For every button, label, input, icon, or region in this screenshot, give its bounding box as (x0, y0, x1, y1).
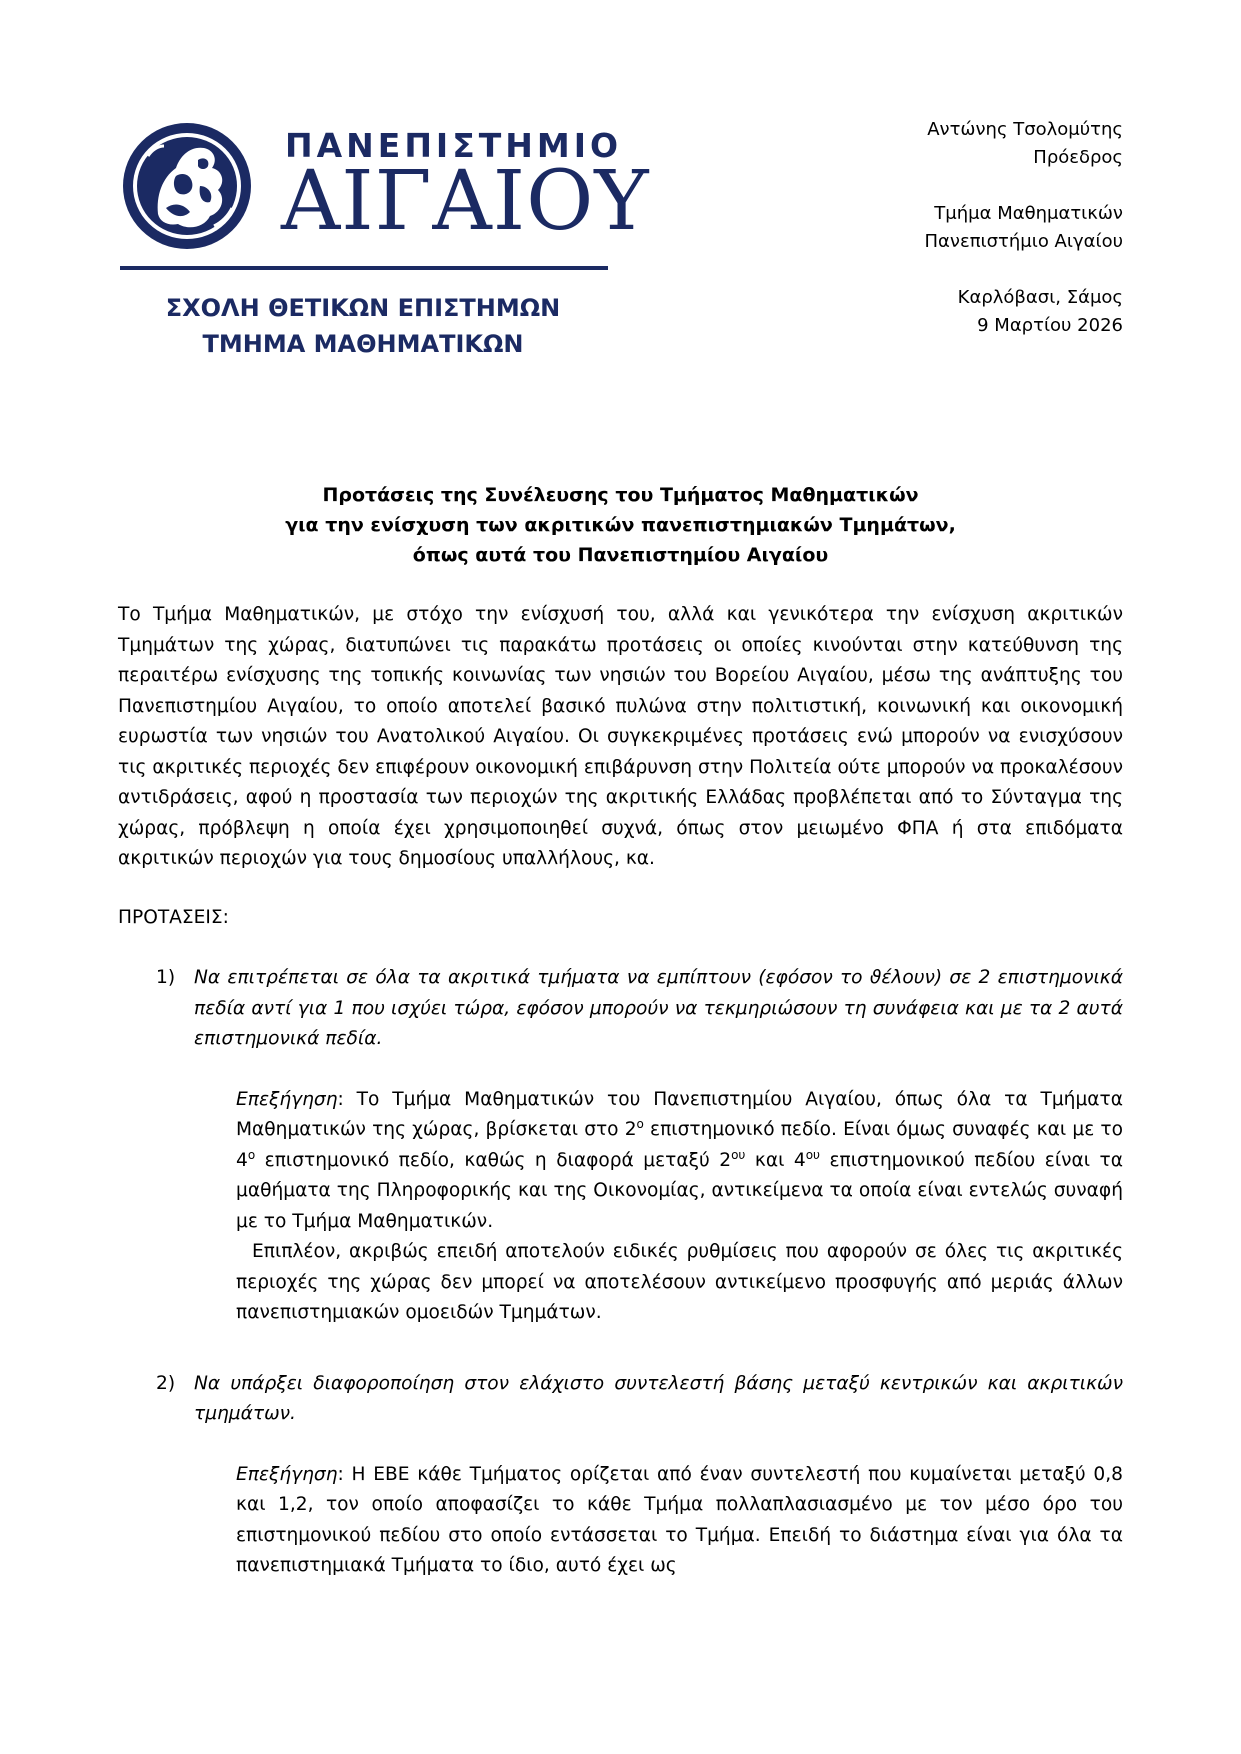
university-logo (118, 112, 650, 358)
sender-department: Τμήμα Μαθηματικών (934, 203, 1123, 224)
sender-location: Καρλόβασι, Σάμος (957, 287, 1123, 308)
proposal-1 (118, 963, 1123, 1055)
sender-role: Πρόεδρος (1033, 147, 1123, 168)
explanation-label: Επεξήγηση (236, 1463, 338, 1485)
title-line1: Προτάσεις της Συνέλευσης του Τμήματος Μαθηματικών (322, 484, 919, 506)
university-name-line1: ΠΑΝΕΠΙΣΤΗΜΙΟ (285, 126, 623, 165)
sender-university: Πανεπιστήμιο Αιγαίου (924, 231, 1123, 252)
department-name: ΤΜΗΜΑ ΜΑΘΗΜΑΤΙΚΩΝ (202, 330, 524, 358)
proposal-number: 2) (156, 1372, 176, 1394)
explanation-label: Επεξήγηση (236, 1088, 338, 1110)
proposal-text: Να υπάρξει διαφοροποίηση στον ελάχιστο συντελεστή βάσης μεταξύ κεντρικών και ακριτικών τμημάτων. (194, 1372, 1123, 1424)
document-title (118, 480, 1123, 570)
proposal-2-explanation: Επεξήγηση: Η ΕΒΕ κάθε Τμήματος ορίζεται από έναν συντελεστή που κυμαίνεται μεταξύ 0,8 και 1,2, τον οποίο αποφασίζει το κάθε Τμήμα πολλαπλασιασμένο με τον μέσο όρο του επιστημονικού πεδίου στο οποίο εντάσσεται το Τμήμα. Επειδή το διάστημα είναι για όλα τα πανεπιστημιακά Τμήματα το ίδιο, αυτό έχει ως (236, 1463, 1123, 1576)
proposals-heading: ΠΡΟΤΑΣΕΙΣ: (118, 906, 229, 928)
proposal-number: 1) (156, 967, 176, 988)
university-name-line2: ΑΙΓΑΙΟΥ (281, 154, 650, 249)
intro-paragraph: Το Τμήμα Μαθηματικών, με στόχο την ενίσχυσή του, αλλά και γενικότερα την ενίσχυση ακριτικών Τμημάτων της χώρας, διατυπώνει τις παρακάτω προτάσεις οι οποίες κινούνται στην κατεύθυνση της περαιτέρω ενίσχυσης της τοπικής κοινωνίας των νησιών του Βορείου Αιγαίου, μέσω της ανάπτυξης του Πανεπιστημίου Αιγαίου, το οποίο αποτελεί βασικό πυλώνα στην πολιτιστική, κοινωνική και οικονομική ευρωστία των νησιών του Ανατολικού Αιγαίου. Οι συγκεκριμένες προτάσεις ενώ μπορούν να ενισχύσουν τις ακριτικές περιοχές δεν επιφέρουν οικονομική επιβάρυνση στην Πολιτεία ούτε μπορούν να προκαλέσουν αντιδράσεις, αφού η προστασία των περιοχών της ακριτικής Ελλάδας προβλέπεται από το Σύνταγμα της χώρας, πρόβλεψη η οποία έχει χρησιμοποιηθεί συχνά, όπως στον μειωμένο ΦΠΑ ή στα επιδόματα ακριτικών περιοχών για τους δημοσίους υπαλλήλους, κα. (118, 604, 1123, 869)
title-line2: για την ενίσχυση των ακριτικών πανεπιστημιακών Τμημάτων, (285, 514, 956, 536)
proposal-1-explanation: Επεξήγηση: Το Τμήμα Μαθηματικών του Πανεπιστημίου Αιγαίου, όπως όλα τα Τμήματα Μαθηματικών της χώρας, βρίσκεται στο $2^o$ επιστημονικό πεδίο. Είναι όμως συναφές και με το $4^o$ επιστημονικό πεδίο, καθώς η διαφορά μεταξύ $2^{o\upsilon}$ και $4^{o\upsilon}$ επιστημονικού πεδίου είναι τα μαθήματα της Πληροφορικής και της Οικονομίας, αντικείμενα τα οποία είναι εντελώς συναφή με το Τμήμα Μαθηματικών. (236, 1088, 1123, 1232)
faculty-block (118, 290, 608, 362)
document-body (118, 600, 1123, 1582)
university-seal-icon (118, 116, 256, 254)
school-name: ΣΧΟΛΗ ΘΕΤΙΚΩΝ ΕΠΙΣΤΗΜΩΝ (165, 294, 561, 322)
letter-date: 9 Μαρτίου 2026 (977, 315, 1123, 336)
proposal-text: Να επιτρέπεται σε όλα τα ακριτικά τμήματα να εμπίπτουν (εφόσον το ϑέλουν) σε 2 επιστημονικά πεδία αντί για 1 που ισχύει τώρα, εφόσον μπορούν να τεκμηριώσουν τη συνάφεια και με τα 2 αυτά επιστημονικά πεδία. (194, 967, 1123, 1049)
proposal-2 (118, 1369, 1123, 1430)
proposal-1-explanation-extra: Επιπλέον, ακριβώς επειδή αποτελούν ειδικές ρυθμίσεις που αφορούν σε όλες τις ακριτικές περιοχές της χώρας δεν μπορεί να αποτελέσουν αντικείμενο προσφυγής από μεριάς άλλων πανεπιστημιακών ομοειδών Τμημάτων. (236, 1241, 1123, 1323)
sender-name: Αντώνης Τσολομύτης (927, 119, 1123, 140)
title-line3: όπως αυτά του Πανεπιστημίου Αιγαίου (412, 544, 829, 566)
sender-block (925, 116, 1123, 340)
logo-divider (120, 266, 608, 270)
